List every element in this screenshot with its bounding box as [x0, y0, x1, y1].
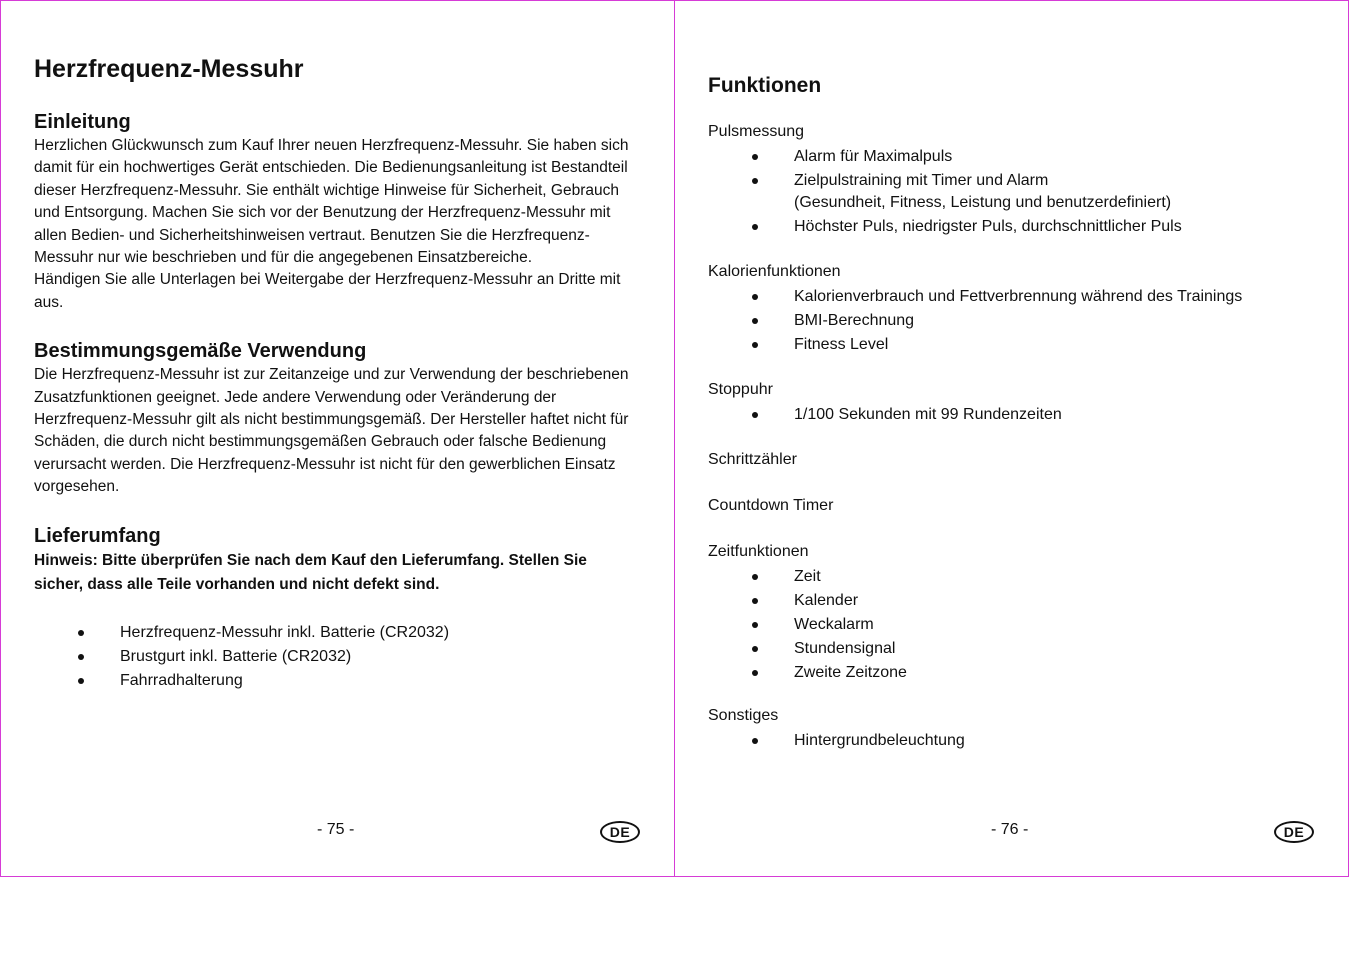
delivery-list	[34, 621, 638, 693]
bullet-icon	[752, 738, 758, 744]
other-heading: Sonstiges	[708, 707, 779, 724]
pulse-list	[708, 145, 1318, 239]
list-item: Zielpulstraining mit Timer und Alarm (Gesundheit, Fitness, Leistung und benutzerdefiniert)	[708, 169, 1318, 215]
list-item: Hintergrundbeleuchtung	[708, 729, 1318, 753]
list-item: Zweite Zeitzone	[708, 661, 1318, 685]
right-page-content	[708, 73, 1318, 753]
calories-heading: Kalorienfunktionen	[708, 263, 841, 280]
list-item: Herzfrequenz-Messuhr inkl. Batterie (CR2032)	[34, 621, 638, 645]
list-item: BMI-Berechnung	[708, 309, 1318, 333]
bullet-icon	[752, 598, 758, 604]
bullet-icon	[752, 318, 758, 324]
bullet-icon	[752, 178, 758, 184]
list-item: Zeit	[708, 565, 1318, 589]
pulse-heading: Pulsmessung	[708, 123, 805, 140]
bullet-icon	[78, 678, 84, 684]
list-item: Brustgurt inkl. Batterie (CR2032)	[34, 645, 638, 669]
bullet-icon	[752, 154, 758, 160]
intro-paragraph-2: Händigen Sie alle Unterlagen bei Weitergabe der Herzfrequenz-Messuhr an Dritte mit aus.	[34, 271, 621, 311]
other-list	[708, 729, 1318, 753]
intro-paragraph: Herzlichen Glückwunsch zum Kauf Ihrer neuen Herzfrequenz-Messuhr. Sie haben sich damit für ein hochwertiges Gerät entschieden. Die Bedienungsanleitung ist Bestandteil dieser Herzfrequenz-Messuhr. Sie enthält wichtige Hinweise für Sicherheit, Gebrauch und Entsorgung. Machen Sie sich vor der Benutzung der Herzfrequenz-Messuhr mit allen Bedien- und Sicherheitshinweisen vertraut. Benutzen Sie die Herzfrequenz-Messuhr nur wie beschrieben und für die angegebenen Einsatzbereiche.	[34, 137, 629, 267]
bullet-icon	[78, 654, 84, 660]
language-badge: DE	[1274, 821, 1314, 843]
list-item: Höchster Puls, niedrigster Puls, durchschnittlicher Puls	[708, 215, 1318, 239]
bullet-icon	[752, 622, 758, 628]
list-item: Kalorienverbrauch und Fettverbrennung während des Trainings	[708, 285, 1318, 309]
pedometer-heading: Schrittzähler	[708, 451, 797, 468]
left-page	[0, 0, 675, 877]
bullet-icon	[752, 646, 758, 652]
list-item: Alarm für Maximalpuls	[708, 145, 1318, 169]
intro-heading: Einleitung	[34, 111, 131, 133]
countdown-heading: Countdown Timer	[708, 497, 834, 514]
list-item: Stundensignal	[708, 637, 1318, 661]
list-item: Weckalarm	[708, 613, 1318, 637]
bullet-icon	[752, 342, 758, 348]
right-page	[674, 0, 1349, 877]
time-list	[708, 565, 1318, 685]
bullet-icon	[752, 294, 758, 300]
time-heading: Zeitfunktionen	[708, 543, 809, 560]
bullet-icon	[752, 574, 758, 580]
functions-title: Funktionen	[708, 74, 822, 97]
page-number: - 75 -	[317, 821, 355, 838]
calories-list	[708, 285, 1318, 357]
list-item: Fahrradhalterung	[34, 669, 638, 693]
delivery-heading: Lieferumfang	[34, 524, 161, 547]
stopwatch-heading: Stoppuhr	[708, 381, 773, 398]
left-page-content	[34, 53, 638, 693]
list-item: Fitness Level	[708, 333, 1318, 357]
stopwatch-list	[708, 403, 1318, 427]
page-title: Herzfrequenz-Messuhr	[34, 55, 304, 83]
usage-heading: Bestimmungsgemäße Verwendung	[34, 340, 367, 363]
usage-paragraph: Die Herzfrequenz-Messuhr ist zur Zeitanzeige und zur Verwendung der beschriebenen Zusatzfunktionen geeignet. Jede andere Verwendung oder Veränderung der Herzfrequenz-Messuhr gilt als nicht bestimmungsgemäß. Der Hersteller haftet nicht für Schäden, die durch nicht bestimmungsgemäßen Gebrauch oder falsche Bedienung verursacht werden. Die Herzfrequenz-Messuhr ist nicht für den gewerblichen Einsatz vorgesehen.	[34, 366, 629, 496]
list-item: 1/100 Sekunden mit 99 Rundenzeiten	[708, 403, 1318, 427]
bullet-icon	[752, 412, 758, 418]
bullet-icon	[78, 630, 84, 636]
page-number: - 76 -	[991, 821, 1029, 838]
bullet-icon	[752, 224, 758, 230]
bullet-icon	[752, 670, 758, 676]
delivery-note: Hinweis: Bitte überprüfen Sie nach dem Kauf den Lieferumfang. Stellen Sie sicher, dass alle Teile vorhanden und nicht defekt sind.	[34, 551, 587, 593]
list-item: Kalender	[708, 589, 1318, 613]
language-badge: DE	[600, 821, 640, 843]
